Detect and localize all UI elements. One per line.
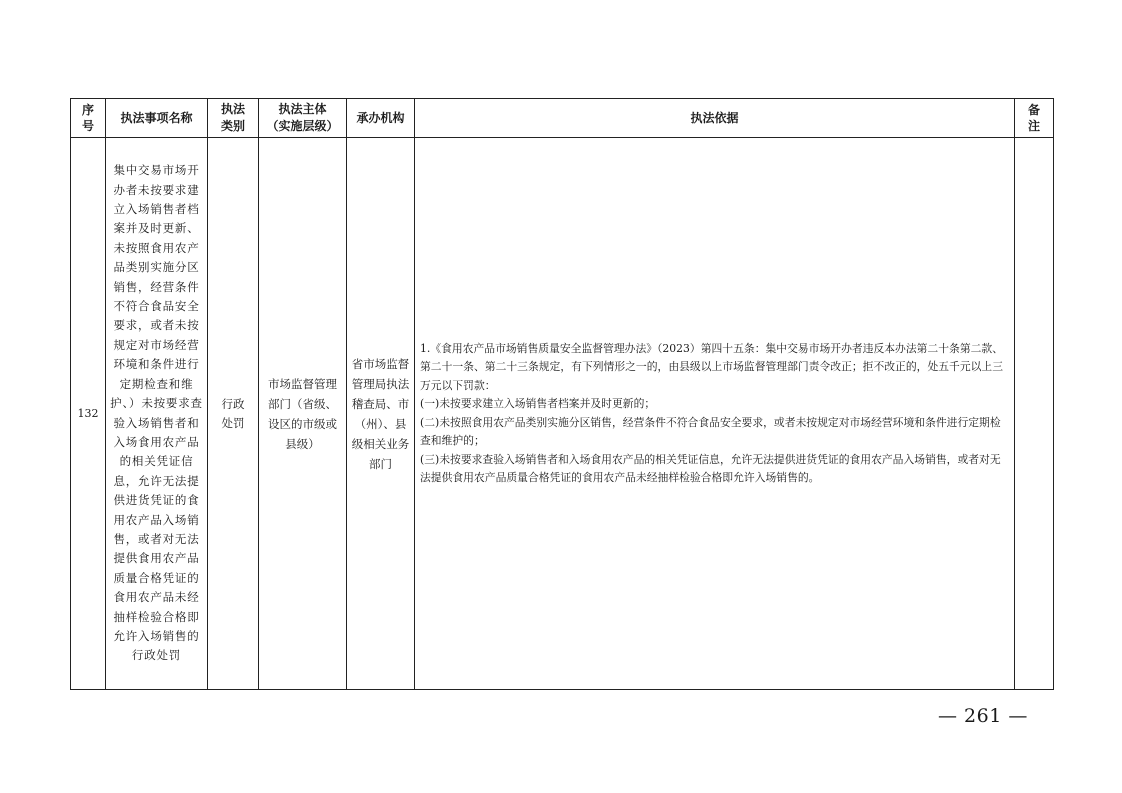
cell-category: 行政处罚: [208, 138, 259, 690]
header-category: 执法类别: [208, 99, 259, 138]
header-subject: 执法主体 （实施层级）: [259, 99, 347, 138]
table-row: [71, 138, 1054, 690]
basis-item-2: (二)未按照食用农产品类别实施分区销售，经营条件不符合食品安全要求，或者未按规定对市场经营环境和条件进行定期检查和维护的；: [420, 415, 1001, 447]
page-number: — 261 —: [938, 705, 1028, 727]
basis-item-1: (一)未按要求建立入场销售者档案并及时更新的；: [420, 397, 656, 410]
header-note: 备注: [1015, 99, 1054, 138]
header-seq: 序号: [71, 99, 106, 138]
header-name: 执法事项名称: [106, 99, 208, 138]
cell-item-name: [106, 138, 208, 690]
cell-subject: 市场监督管理部门（省级、设区的市级或县级）: [259, 138, 347, 690]
cell-seq: 132: [71, 138, 106, 690]
cell-note: [1015, 138, 1054, 690]
item-name-text: 集中交易市场开办者未按要求建立入场销售者档案并及时更新、未按照食用农产品类别实施分区销售，经营条件不符合食品安全要求，或者未按规定对市场经营环境和条件进行定期检查和维护、）未按要求查验入场销售者和入场食用农产品的相关凭证信息，允许无法提供进货凭证的食用农产品入场销售，或者对无法提供食用农产品质量合格凭证的食用农产品未经抽样检验合格即允许入场销售的行政处罚: [110, 163, 203, 663]
enforcement-table: [70, 98, 1054, 690]
basis-paragraph: 1.《食用农产品市场销售质量安全监督管理办法》（2023）第四十五条：集中交易市场开办者违反本办法第二十条第二款、第二十一条、第二十三条规定，有下列情形之一的，由县级以上市场监督管理部门责令改正；拒不改正的，处五千元以上三万元以下罚款：: [420, 341, 1004, 392]
basis-item-3: (三)未按要求查验入场销售者和入场食用农产品的相关凭证信息，允许无法提供进货凭证的食用农产品入场销售，或者对无法提供食用农产品质量合格凭证的食用农产品未经抽样检验合格即允许入场销售的。: [420, 452, 1001, 484]
header-basis: 执法依据: [415, 99, 1015, 138]
cell-org: 省市场监督管理局执法稽查局、市（州）、县级相关业务部门: [347, 138, 415, 690]
header-org: 承办机构: [347, 99, 415, 138]
cell-basis: [415, 138, 1015, 690]
header-row: [71, 99, 1054, 138]
